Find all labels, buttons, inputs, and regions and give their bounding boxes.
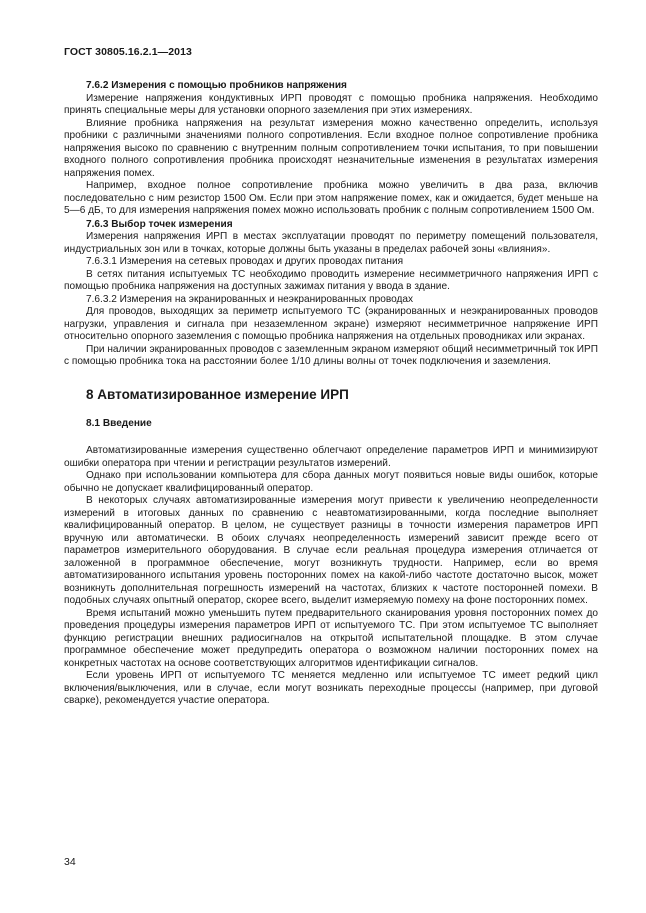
section-7-6-3-heading: 7.6.3 Выбор точек измерения — [86, 218, 233, 230]
paragraph: Например, входное полное сопротивление пробника можно увеличить в два раза, включив последовательно с ним резистор 1500 Ом. Если при этом напряжение помех, как и ожидается, будет меньше на 5—6 дБ, то для измерения напряжения помех можно использовать пробник с полным сопротивлением 1500 Ом. — [64, 180, 598, 216]
page-number: 34 — [64, 856, 76, 868]
page-content — [64, 80, 598, 708]
paragraph: Если уровень ИРП от испытуемого ТС меняется медленно или испытуемое ТС имеет редкий цикл включения/выключения, или в случае, если могут возникать переходные процессы (например, при дуговой сварке), рекомендуется участие оператора. — [64, 670, 598, 706]
paragraph: Влияние пробника напряжения на результат измерения можно качественно определить, используя пробники с различными значениями полного сопротивления. Если входное полное сопротивление пробника напряжения высоко по сравнению с внутренним полным сопротивлением точки испытания, то при повышении входного полного сопротивления пробника происходят незначительные изменения в результатах измерения напряжения помех. — [64, 117, 598, 179]
paragraph: Однако при использовании компьютера для сбора данных могут появиться новые виды ошибок, которые обычно не допускает квалифицированный оператор. — [64, 470, 598, 494]
section-8-1-heading: 8.1 Введение — [86, 417, 152, 429]
paragraph: Измерение напряжения кондуктивных ИРП проводят с помощью пробника напряжения. Необходимо принять специальные меры для установки опорного заземления при этих измерениях. — [64, 92, 598, 116]
section-7-6-3-2-heading: 7.6.3.2 Измерения на экранированных и неэкранированных проводах — [86, 293, 414, 305]
paragraph: При наличии экранированных проводов с заземленным экраном измеряют общий несимметричный ток ИРП с помощью пробника тока на расстоянии более 1/10 длины волны от точек подключения и заземления. — [64, 343, 598, 367]
section-7-6-3-1-heading: 7.6.3.1 Измерения на сетевых проводах и других проводах питания — [86, 256, 404, 267]
paragraph: Измерения напряжения ИРП в местах эксплуатации проводят по периметру помещений пользователя, индустриальных зон или в точках, которые должны быть указаны в пределах рабочей зоны «влияния». — [64, 231, 598, 255]
paragraph: Для проводов, выходящих за периметр испытуемого ТС (экранированных и неэкранированных проводов нагрузки, управления и сигнала при незаземленном экране) измеряют несимметричное напряжение ИРП относительно опорного заземления с помощью пробника напряжения на отдельных проводниках или экранах. — [64, 306, 598, 342]
section-8-heading: 8 Автоматизированное измерение ИРП — [86, 386, 349, 402]
paragraph: В некоторых случаях автоматизированные измерения могут привести к увеличению неопределенности измерений в итоговых данных по сравнению с неавтоматизированными, когда последние выполняет квалифицированный оператор. В целом, не существует разницы в точности измерения параметров ИРП вручную или автоматически. В обоих случаях неопределенность измерений зависит прежде всего от параметров измерительного оборудования. В случае если реальная процедура измерения отличается от заложенной в программное обеспечение, могут возникнуть трудности. Например, если во время автоматизированного испытания уровень посторонних помех на какой-либо частоте достаточно высок, может возникнуть дополнительная погрешность измерений на частотах, близких к частоте посторонней помехи. В подобных случаях опытный оператор, скорее всего, выделит измеряемую помеху на фоне посторонних помех. — [64, 495, 598, 606]
document-header: ГОСТ 30805.16.2.1—2013 — [64, 46, 192, 58]
paragraph: Время испытаний можно уменьшить путем предварительного сканирования уровня посторонних помех до проведения процедуры измерения параметров ИРП от испытуемого ТС. При этом испытуемое ТС выполняет функцию регистрации внешних радиосигналов на открытой испытательной площадке. В этом случае программное обеспечение может предупредить оператора о возможном наличии посторонних помех на конкретных частотах на основе соответствующих алгоритмов идентификации сигналов. — [64, 607, 598, 669]
paragraph: Автоматизированные измерения существенно облегчают определение параметров ИРП и минимизируют ошибки оператора при чтении и регистрации результатов измерений. — [64, 445, 598, 469]
paragraph: В сетях питания испытуемых ТС необходимо проводить измерение несимметричного напряжения ИРП с помощью пробника напряжения на доступных зажимах питания у ввода в здание. — [64, 268, 598, 292]
section-7-6-2-heading: 7.6.2 Измерения с помощью пробников напряжения — [86, 80, 347, 91]
